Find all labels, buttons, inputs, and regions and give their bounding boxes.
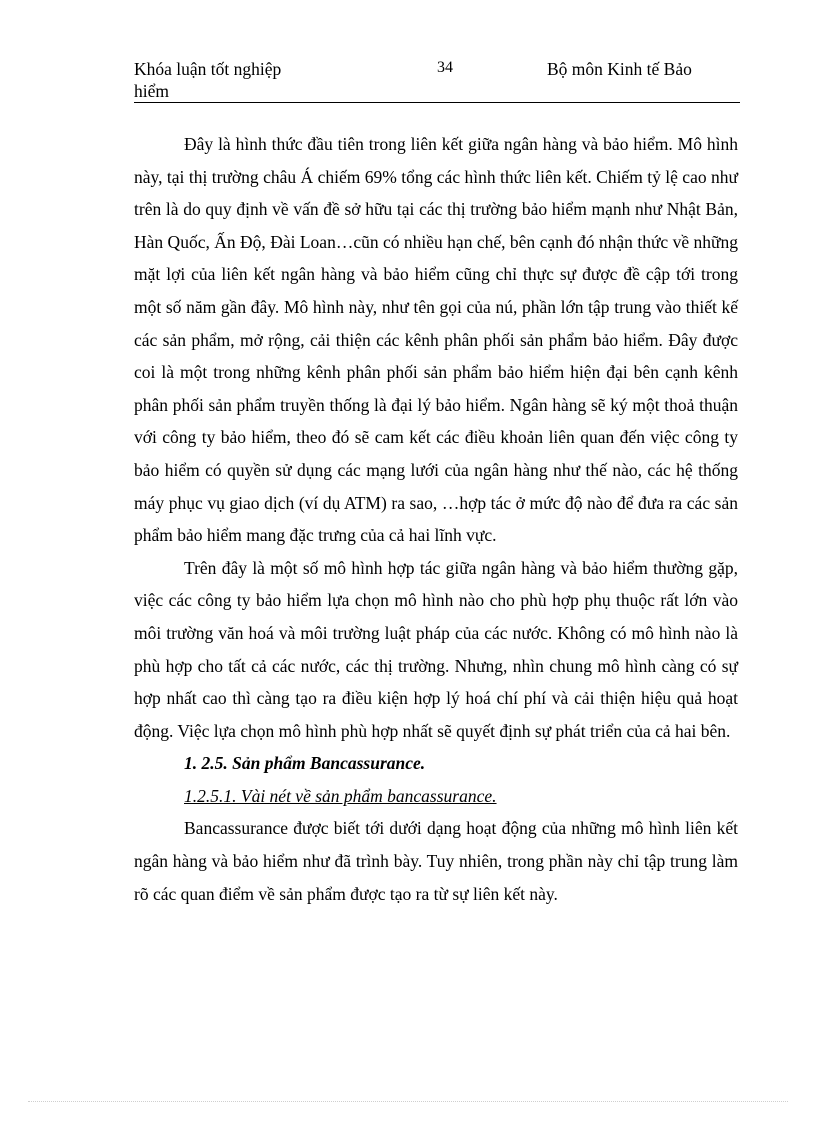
body-paragraph-3: Bancassurance được biết tới dưới dạng hoạt động của những mô hình liên kết ngân hàng và bảo hiểm như đã trình bày. Tuy nhiên, trong phần này chỉ tập trung làm rõ các quan điểm về sản phẩm được tạo ra từ sự liên kết này. (134, 818, 738, 904)
section-heading: 1. 2.5. Sản phẩm Bancassurance. (184, 753, 426, 774)
header-thesis-title: Khóa luận tốt nghiệp hiểm (134, 59, 282, 101)
page-bottom-divider (28, 1101, 788, 1102)
document-body (134, 128, 738, 910)
body-paragraph-2: Trên đây là một số mô hình hợp tác giữa ngân hàng và bảo hiểm thường gặp, việc các công ty bảo hiểm lựa chọn mô hình nào cho phù hợp phụ thuộc rất lớn vào môi trường văn hoá và môi trường luật pháp của các nước. Không có mô hình nào là phù hợp cho tất cả các nước, các thị trường. Nhưng, nhìn chung mô hình càng có sự hợp nhất cao thì càng tạo ra điều kiện hợp lý hoá chí phí và cải thiện hiệu quả hoạt động. Việc lựa chọn mô hình phù hợp nhất sẽ quyết định sự phát triển của cả hai bên. (134, 557, 738, 741)
body-paragraph-1: Đây là hình thức đầu tiên trong liên kết giữa ngân hàng và bảo hiểm. Mô hình này, tại thị trường châu Á chiếm 69% tổng các hình thức liên kết. Chiếm tỷ lệ cao như trên là do quy định về vấn đề sở hữu tại các thị trường bảo hiểm mạnh như Nhật Bản, Hàn Quốc, Ấn Độ, Đài Loan…cũn có nhiều hạn chế, bên cạnh đó nhận thức về những mặt lợi của liên kết ngân hàng và bảo hiểm cũng chỉ thực sự được đề cập tới trong một số năm gần đây. Mô hình này, như tên gọi của nú, phần lớn tập trung vào thiết kế các sản phẩm, mở rộng, cải thiện các kênh phân phối sản phẩm bảo hiểm. Đây được coi là một trong những kênh phân phối sản phẩm bảo hiểm hiện đại bên cạnh kênh phân phối sản phẩm truyền thống là đại lý bảo hiểm. Ngân hàng sẽ ký một thoả thuận với công ty bảo hiểm, theo đó sẽ cam kết các điều khoản liên quan đến việc công ty bảo hiểm có quyền sử dụng các mạng lưới của ngân hàng như thế nào, các hệ thống máy phục vụ giao dịch (ví dụ ATM) ra sao, …hợp tác ở mức độ nào để đưa ra các sản phẩm bảo hiểm mang đặc trưng của cả hai lĩnh vực. (134, 134, 738, 546)
page-header (134, 58, 740, 103)
page-number: 34 (437, 59, 453, 76)
header-department: Bộ môn Kinh tế Bảo (547, 59, 692, 79)
subsection-heading: 1.2.5.1. Vài nét về sản phẩm bancassurance. (184, 785, 497, 806)
